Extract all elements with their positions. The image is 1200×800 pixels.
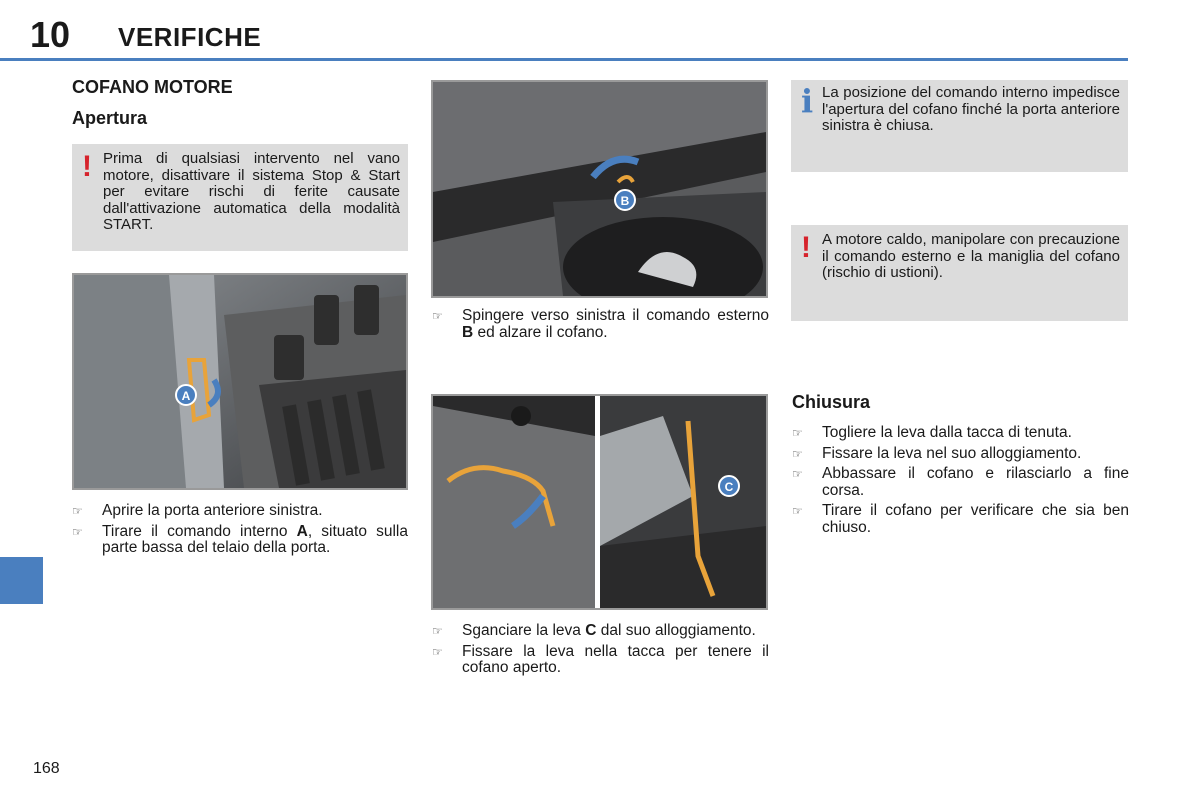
image-prop-lever-c	[431, 394, 768, 610]
info-icon: i	[801, 82, 814, 120]
pointing-hand-icon: ☞	[792, 467, 803, 481]
info-text: La posizione del comando interno impedisce l'apertura del cofano finché la porta anteriore sinistra è chiusa.	[822, 84, 1120, 134]
steps-c-list	[432, 623, 769, 681]
closing-heading: Chiusura	[792, 392, 871, 412]
label-b: B	[620, 194, 630, 208]
opening-heading: Apertura	[72, 108, 148, 128]
warning-box-stop-start	[72, 144, 408, 251]
info-box	[791, 80, 1128, 172]
steps-b-list	[432, 308, 769, 345]
warning-hot-text: A motore caldo, manipolare con precauzione il comando esterno e la maniglia del cofano (rischio di ustioni).	[822, 231, 1120, 281]
section-title: COFANO MOTORE	[72, 77, 233, 97]
step-text: Aprire la porta anteriore sinistra.	[102, 502, 323, 519]
chapter-title: VERIFICHE	[118, 22, 262, 52]
step-text: Sganciare la leva	[462, 622, 586, 639]
step-text: Fissare la leva nel suo alloggiamento.	[822, 444, 1082, 462]
exclamation-icon: !	[801, 231, 811, 264]
pointing-hand-icon: ☞	[432, 624, 443, 638]
step-text: Spingere verso sinistra il comando esterno	[462, 307, 769, 324]
step-text: dal suo alloggiamento.	[596, 622, 756, 639]
list-item	[792, 425, 1129, 442]
step-text: Tirare il cofano per verificare che sia ben chiuso.	[822, 502, 1129, 536]
step-text: Togliere la leva dalla tacca di tenuta.	[822, 424, 1072, 441]
exclamation-icon: !	[82, 150, 92, 183]
list-item	[792, 446, 1129, 463]
step-text: Tirare il comando interno	[102, 522, 297, 540]
page-number: 168	[33, 760, 60, 777]
header-rule	[0, 58, 1128, 61]
pointing-hand-icon: ☞	[792, 426, 803, 440]
step-label-letter: A	[296, 522, 308, 540]
pointing-hand-icon: ☞	[432, 309, 443, 323]
closing-steps-list	[792, 425, 1129, 540]
image-interior-lever-a	[72, 273, 408, 490]
pointing-hand-icon: ☞	[72, 504, 83, 518]
step-label-letter: B	[462, 323, 474, 341]
list-item	[792, 503, 1129, 536]
pointing-hand-icon: ☞	[792, 446, 803, 461]
illustration-footwell	[74, 275, 406, 488]
chapter-number: 10	[30, 14, 71, 55]
list-item	[432, 623, 769, 640]
steps-a-list	[72, 503, 408, 561]
list-item	[72, 503, 408, 520]
step-text: ed alzare il cofano.	[473, 323, 608, 341]
pointing-hand-icon: ☞	[792, 504, 803, 518]
list-item	[432, 644, 769, 677]
list-item	[792, 466, 1129, 499]
warning-box-hot-engine	[791, 225, 1128, 321]
pointing-hand-icon: ☞	[72, 524, 83, 539]
step-text: Fissare la leva nella tacca per tenere il cofano aperto.	[462, 642, 769, 676]
illustration-grille	[433, 82, 766, 296]
label-c: C	[724, 480, 734, 494]
label-a: A	[181, 389, 191, 403]
step-text: , situato sulla parte bassa del telaio della porta.	[102, 522, 408, 556]
step-label-letter: C	[585, 622, 597, 639]
list-item	[72, 524, 408, 557]
list-item	[432, 308, 769, 341]
chapter-side-tab	[0, 557, 43, 604]
step-text: Abbassare il cofano e rilasciarlo a fine corsa.	[822, 465, 1129, 499]
image-external-control-b	[431, 80, 768, 298]
pointing-hand-icon: ☞	[432, 644, 443, 659]
illustration-prop-rod	[433, 396, 766, 608]
warning-text: Prima di qualsiasi intervento nel vano motore, disattivare il sistema Stop & Start per evitare rischi di ferite causate dall'attivazione automatica della modalità START.	[103, 150, 400, 233]
